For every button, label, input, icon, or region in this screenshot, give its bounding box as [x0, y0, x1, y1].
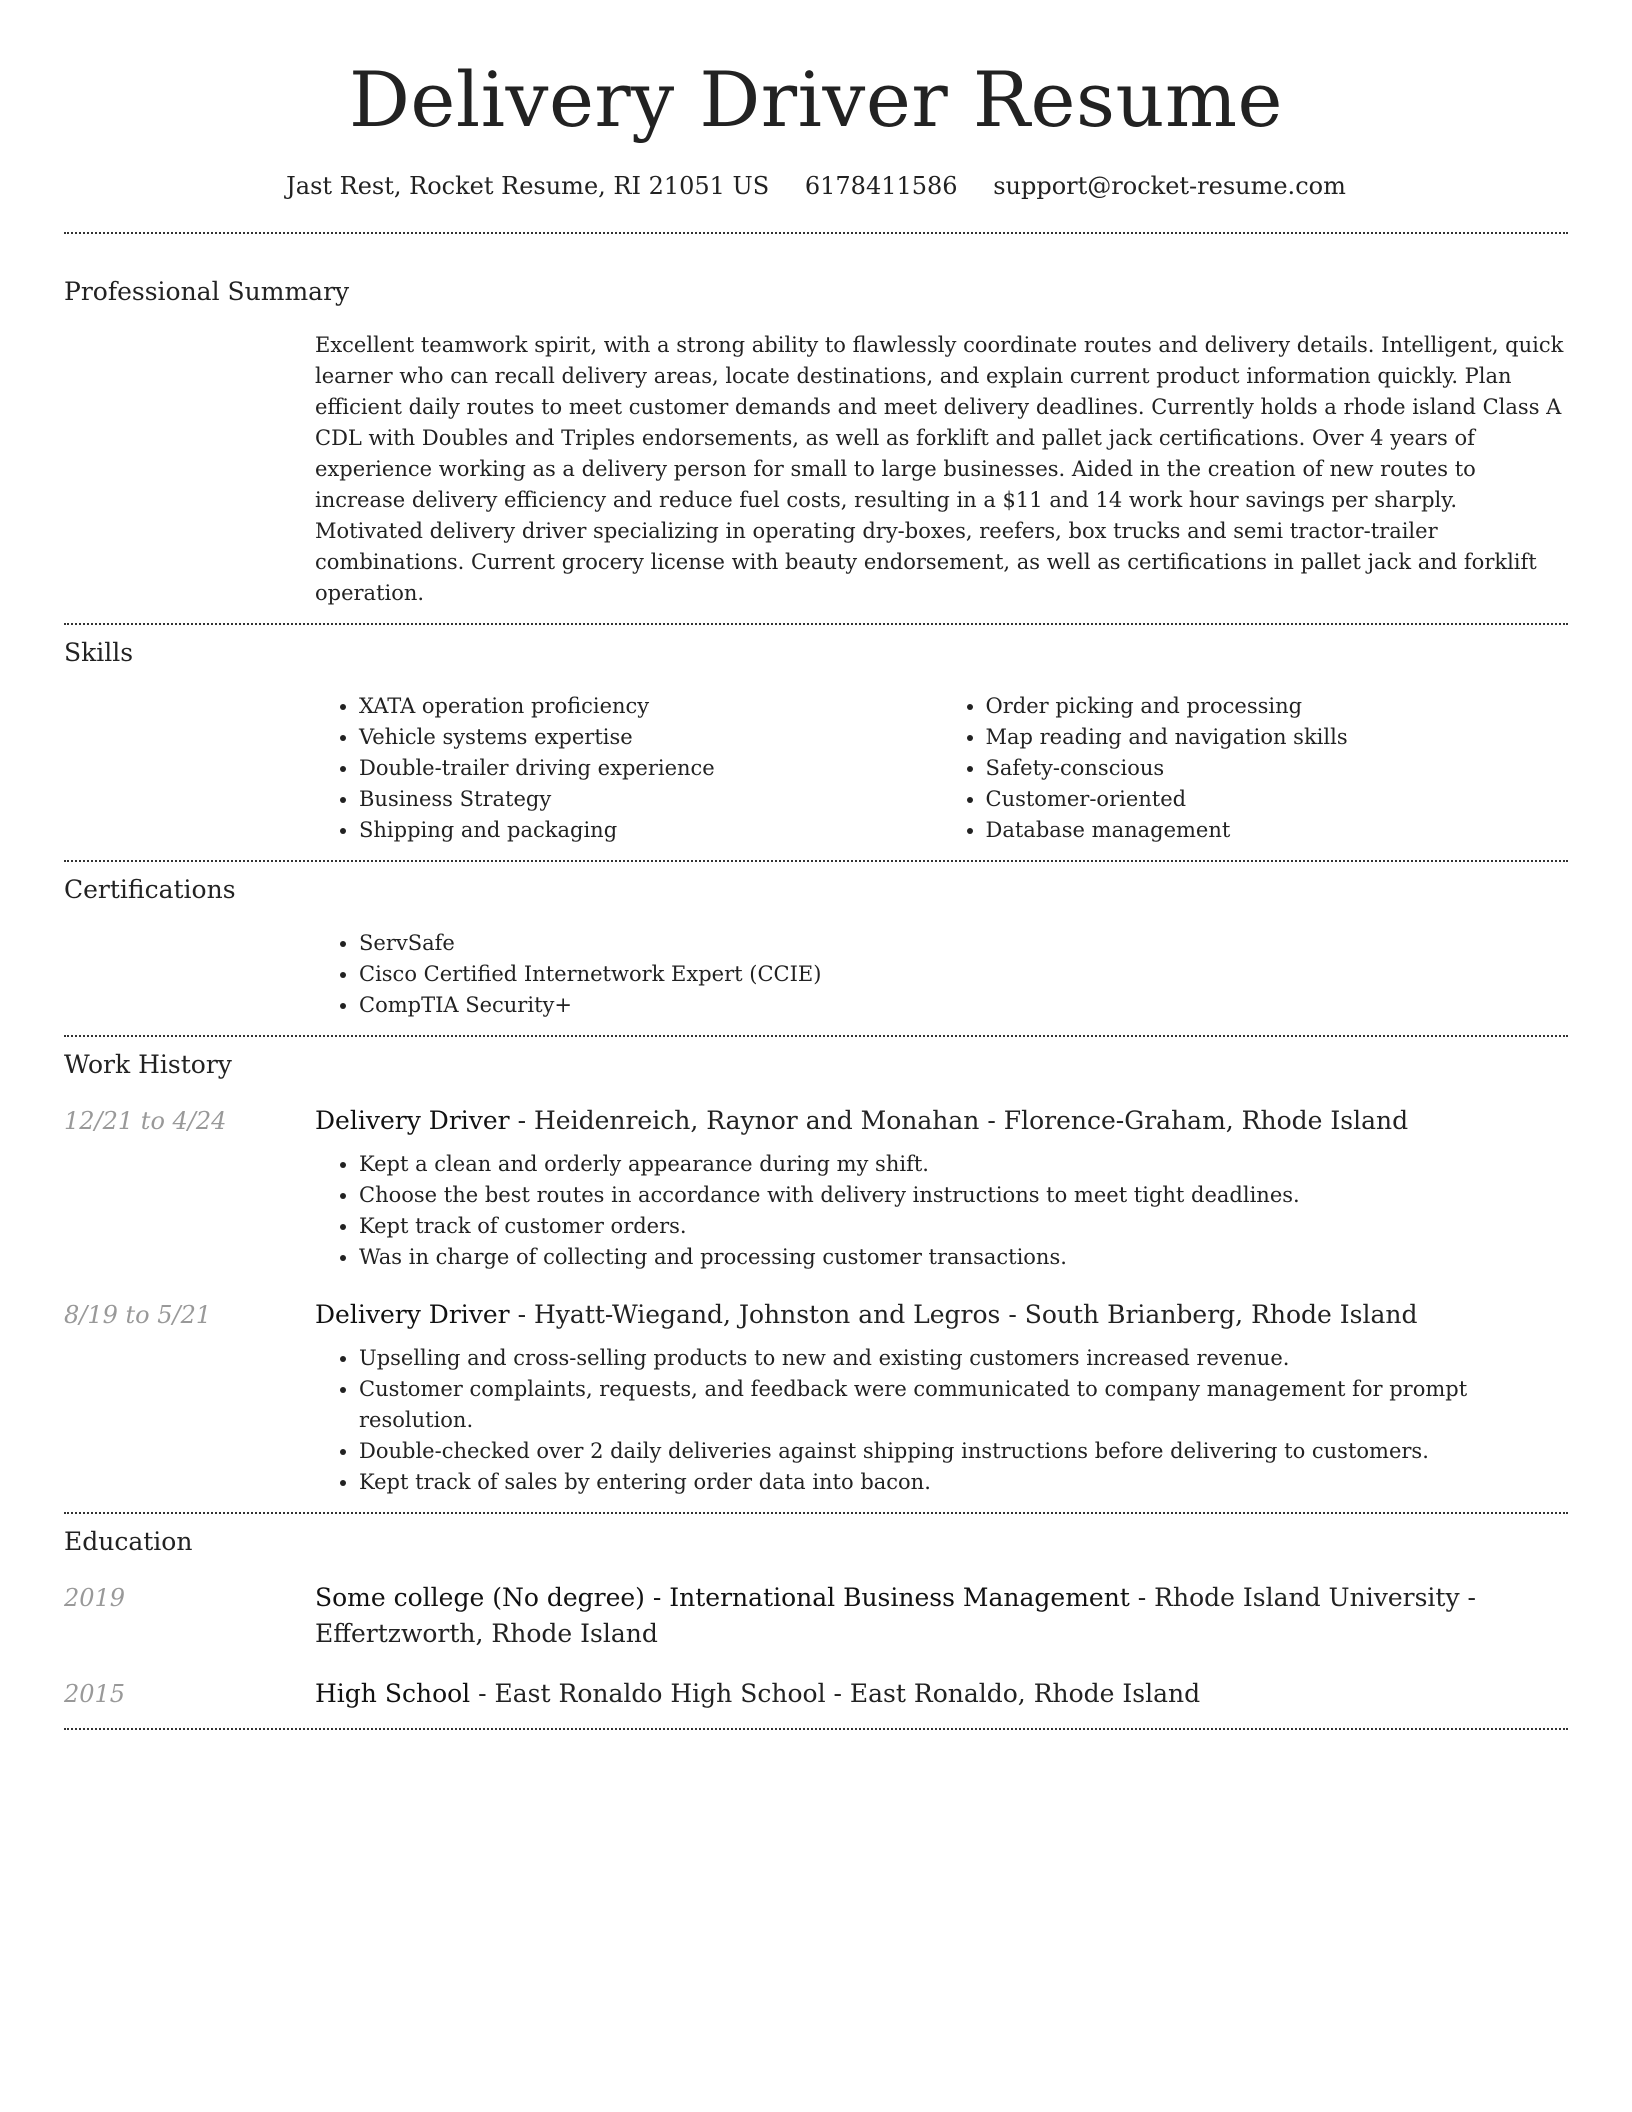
education-school: - East Ronaldo High School - East Ronaldo, Rhode Island [470, 1679, 1201, 1708]
divider [64, 860, 1568, 862]
education-year: 2019 [64, 1584, 126, 1612]
skills-column-right [942, 691, 1569, 846]
divider [64, 1728, 1568, 1730]
skill-item: • Double-trailer driving experience [359, 753, 942, 784]
divider [64, 232, 1568, 234]
skill-item: • Safety-conscious [986, 753, 1569, 784]
skill-item: • Order picking and processing [986, 691, 1569, 722]
education-year: 2015 [64, 1680, 126, 1708]
job-bullet: • Kept track of sales by entering order data into bacon. [359, 1467, 1568, 1498]
certification-item: • CompTIA Security+ [359, 990, 1568, 1021]
section-heading-work-history: Work History [64, 1050, 232, 1079]
job-bullets [315, 1149, 1568, 1273]
job-heading: Delivery Driver - Hyatt-Wiegand, Johnston and Legros - South Brianberg, Rhode Island [315, 1300, 1418, 1329]
skill-item: • Customer-oriented [986, 784, 1569, 815]
job-title: Delivery Driver [315, 1106, 510, 1135]
job-bullet: • Was in charge of collecting and processing customer transactions. [359, 1242, 1568, 1273]
education-school: - Rhode Island University - Effertzworth, Rhode Island [315, 1583, 1476, 1648]
job-location: South Brianberg, Rhode Island [1024, 1300, 1418, 1329]
job-dates: 8/19 to 5/21 [64, 1301, 212, 1329]
divider [64, 1035, 1568, 1037]
job-dates: 12/21 to 4/24 [64, 1107, 227, 1135]
job-entry [64, 1297, 1568, 1498]
skill-item: • Database management [986, 815, 1569, 846]
skills-column-left [315, 691, 942, 846]
education-heading [315, 1580, 1568, 1652]
skill-item: • XATA operation proficiency [359, 691, 942, 722]
job-company: Heidenreich, Raynor and Monahan [533, 1106, 980, 1135]
resume-title: Delivery Driver Resume [348, 55, 1284, 144]
certifications-list [315, 928, 1568, 1021]
section-heading-education: Education [64, 1527, 193, 1556]
contact-phone: 6178411586 [804, 172, 958, 200]
skill-item: • Shipping and packaging [359, 815, 942, 846]
job-title: Delivery Driver [315, 1300, 510, 1329]
job-company: Hyatt-Wiegand, Johnston and Legros [533, 1300, 1001, 1329]
section-heading-certifications: Certifications [64, 875, 236, 904]
job-bullet: • Double-checked over 2 daily deliveries against shipping instructions before delivering to customers. [359, 1436, 1568, 1467]
skill-item: • Map reading and navigation skills [986, 722, 1569, 753]
section-heading-skills: Skills [64, 638, 134, 667]
job-bullet: • Upselling and cross-selling products to new and existing customers increased revenue. [359, 1343, 1568, 1374]
divider [64, 1512, 1568, 1514]
skills-list [315, 691, 1568, 846]
skill-item: • Vehicle systems expertise [359, 722, 942, 753]
contact-address: Jast Rest, Rocket Resume, RI 21051 US [286, 172, 770, 200]
education-degree: Some college (No degree) - International Business Management [315, 1583, 1130, 1612]
job-bullet: • Choose the best routes in accordance with delivery instructions to meet tight deadlines. [359, 1180, 1568, 1211]
contact-line [64, 170, 1568, 202]
job-location: Florence-Graham, Rhode Island [1003, 1106, 1409, 1135]
summary-text: Excellent teamwork spirit, with a strong ability to flawlessly coordinate routes and delivery details. Intelligent, quick learner who can recall delivery areas, locate destinations, and explain current product information quickly. Plan efficient daily routes to meet customer demands and meet delivery deadlines. Currently holds a rhode island Class A CDL with Doubles and Triples endorsements, as well as forklift and pallet jack certifications. Over 4 years of experience working as a delivery person for small to large businesses. Aided in the creation of new routes to increase delivery efficiency and reduce fuel costs, resulting in a $11 and 14 work hour savings per sharply. Motivated delivery driver specializing in operating dry-boxes, reefers, box trucks and semi tractor-trailer combinations. Current grocery license with beauty endorsement, as well as certifications in pallet jack and forklift operation. [315, 333, 1564, 605]
job-bullet: • Kept track of customer orders. [359, 1211, 1568, 1242]
education-degree: High School [315, 1679, 471, 1708]
certification-item: • ServSafe [359, 928, 1568, 959]
job-bullet: • Kept a clean and orderly appearance during my shift. [359, 1149, 1568, 1180]
job-bullet: • Customer complaints, requests, and feedback were communicated to company management for prompt resolution. [359, 1374, 1568, 1436]
divider [64, 623, 1568, 625]
education-heading [315, 1676, 1568, 1712]
section-heading-summary: Professional Summary [64, 277, 350, 306]
job-entry [64, 1103, 1568, 1273]
job-bullets [315, 1343, 1568, 1498]
job-heading: Delivery Driver - Heidenreich, Raynor and Monahan - Florence-Graham, Rhode Island [315, 1106, 1409, 1135]
certification-item: • Cisco Certified Internetwork Expert (CCIE) [359, 959, 1568, 990]
skill-item: • Business Strategy [359, 784, 942, 815]
contact-email: support@rocket-resume.com [993, 172, 1346, 200]
education-entry [64, 1580, 1568, 1652]
education-entry [64, 1676, 1568, 1712]
